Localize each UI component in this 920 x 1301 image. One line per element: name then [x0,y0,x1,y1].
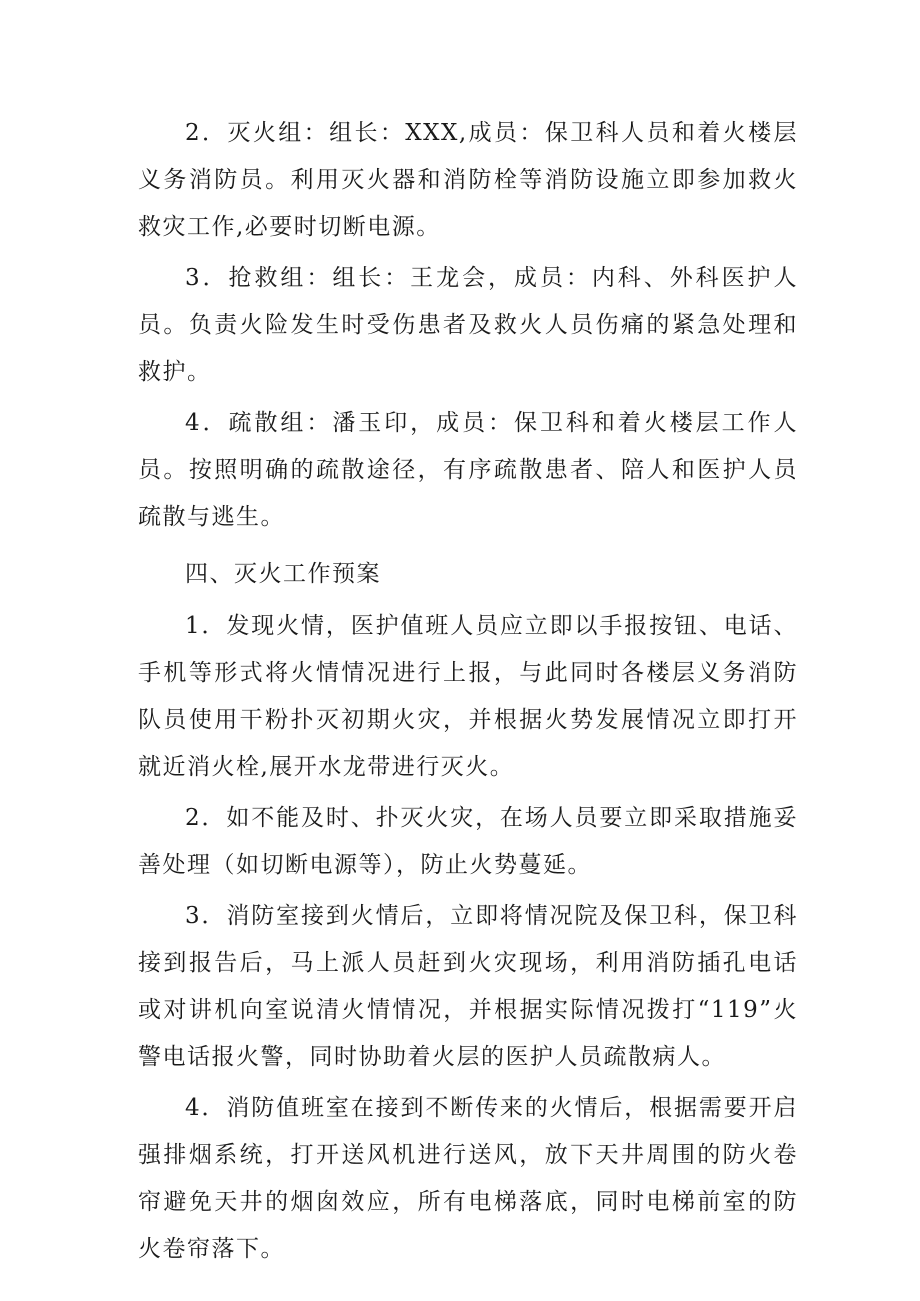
paragraph-rescue-team: 3．抢救组：组长：王龙会，成员：内科、外科医护人员。负责火险发生时受伤患者及救火人员伤痛的紧急处理和救护。 [138,265,798,385]
paragraph-plan-item-4: 4．消防值班室在接到不断传来的火情后，根据需要开启强排烟系统，打开送风机进行送风，放下天井周围的防火卷帘避免天井的烟囱效应，所有电梯落底，同时电梯前室的防火卷帘落下。 [138,1095,798,1262]
paragraph-firefighting-team: 2．灭火组：组长：XXX,成员：保卫科人员和着火楼层义务消防员。利用灭火器和消防栓等消防设施立即参加救火救灾工作,必要时切断电源。 [138,120,798,240]
paragraph-plan-item-1: 1．发现火情，医护值班人员应立即以手报按钮、电话、手机等形式将火情情况进行上报，与此同时各楼层义务消防队员使用干粉扑灭初期火灾，并根据火势发展情况立即打开就近消火栓,展开水龙带进行灭火。 [138,613,798,780]
document-body [138,110,798,1273]
section-heading: 四、灭火工作预案 [185,561,381,587]
paragraph-plan-item-3: 3．消防室接到火情后，立即将情况院及保卫科，保卫科接到报告后，马上派人员赶到火灾现场，利用消防插孔电话或对讲机向室说清火情情况，并根据实际情况拨打“119”火警电话报火警，同时协助着火层的医护人员疏散病人。 [138,903,798,1070]
paragraph-plan-item-2: 2．如不能及时、扑灭火灾，在场人员要立即采取措施妥善处理（如切断电源等），防止火势蔓延。 [138,805,798,878]
paragraph-evacuation-team: 4．疏散组：潘玉印，成员：保卫科和着火楼层工作人员。按照明确的疏散途径，有序疏散患者、陪人和医护人员疏散与逃生。 [138,410,798,530]
